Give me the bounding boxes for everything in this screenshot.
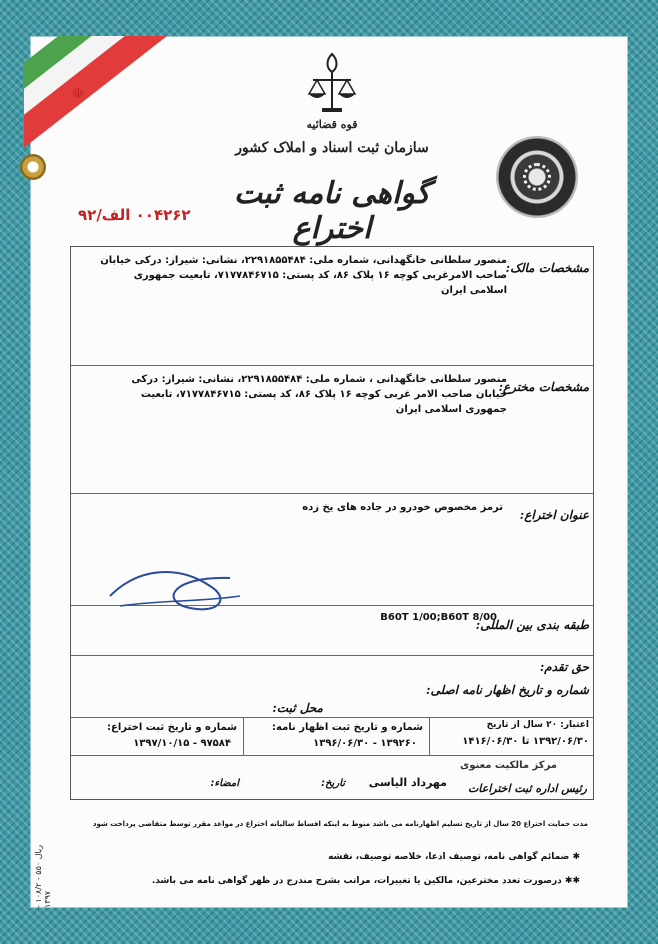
validity-value: ۱۳۹۲/۰۶/۳۰ تا ۱۴۱۶/۰۶/۳۰: [462, 736, 589, 747]
serial-number: ۰۰۴۲۶۲ الف/۹۲: [78, 206, 191, 224]
form-code: ریال ۵۵۰ - ۱۰۸/۲ - ۱۳۹۷: [34, 844, 52, 908]
multiple-inventors-note: ✱✱ درصورت تعدد مخترعین، مالکین یا تغییرات، مراتب بشرح مندرج در ظهر گواهی نامه می باشد.: [151, 876, 580, 886]
grommet-icon: [20, 154, 46, 180]
handwritten-signature: [100, 556, 250, 616]
validity-label: اعتبار: ۲۰ سال از تاریخ: [486, 720, 589, 730]
certificate-sheet: [30, 36, 628, 908]
invention-title-value: ترمز مخصوص خودرو در جاده های یخ زده: [302, 502, 503, 513]
certificate-title: گواهی نامه ثبت اختراع: [233, 176, 431, 246]
priority-row: [71, 655, 593, 680]
original-declaration-row: [71, 679, 593, 717]
priority-label: حق تقدم:: [539, 660, 589, 674]
signatory-row: [71, 755, 593, 800]
classification-label: طبقه بندی بین المللی:: [475, 618, 589, 632]
flag-emblem-icon: ☫: [72, 86, 85, 102]
patent-value: ۹۷۵۸۴ - ۱۳۹۷/۱۰/۱۵: [133, 738, 231, 749]
owner-value: منصور سلطانی خانگهدانی، شماره ملی: ۲۲۹۱۸۵۵۴۸۴، نشانی: شیراز: درکی خیابان صاحب الامرغربی کوچه ۱۶ پلاک ۸۶، کد پستی: ۷۱۷۷۸۴۶۷۱۵، تابعیت جمهوری اسلامی ایران: [100, 255, 507, 296]
signatory-name: مهرداد الیاسی: [368, 776, 447, 789]
invention-title-label: عنوان اختراع:: [519, 508, 589, 522]
declaration-value: ۱۳۹۲۶۰ - ۱۳۹۶/۰۶/۳۰: [313, 738, 417, 749]
owner-label: مشخصات مالک:: [505, 261, 589, 275]
organization-seal-icon: [496, 136, 578, 218]
place-label: محل ثبت:: [272, 701, 323, 715]
certificate-table: [70, 246, 594, 800]
scales-emblem-icon: [307, 48, 357, 118]
inventor-label: مشخصات مخترع:: [498, 380, 589, 394]
attachments-note: ✱ ضمائم گواهی نامه، توصیف ادعا، خلاصه توصیف، نقشه: [328, 852, 580, 862]
protection-note: مدت حمایت اختراع 20 سال از تاریخ تسلیم اظهارنامه می باشد منوط به اینکه اقساط سالیانه اختراع در مواعد مقرر توسط متقاضی پرداخت شود: [92, 820, 588, 828]
patent-label: شماره و تاریخ ثبت اختراع:: [107, 722, 237, 733]
stamp-text: مرکز مالکیت معنوی: [460, 760, 557, 771]
classification-value: B60T 1/00;B60T 8/00: [380, 612, 497, 623]
declaration-label: شماره و تاریخ ثبت اظهار نامه:: [272, 722, 423, 733]
original-declaration-label: شماره و تاریخ اظهار نامه اصلی:: [426, 683, 589, 697]
bullet-icon: ✱✱: [561, 876, 580, 886]
inventor-value: منصور سلطانی خانگهدانی ، شماره ملی: ۲۲۹۱۸۵۵۴۸۴، نشانی: شیراز: درکی خیابان صاحب الامر غربی کوچه ۱۶ پلاک ۸۶، کد پستی: ۷۱۷۷۸۴۶۷۱۵، تابعیت جمهوری اسلامی ایران: [131, 374, 507, 415]
inventor-row: [71, 365, 593, 494]
owner-row: [71, 247, 593, 365]
organization-name: سازمان ثبت اسناد و املاک کشور: [235, 140, 429, 156]
bullet-icon: ✱: [569, 852, 580, 862]
position-title: رئیس اداره ثبت اختراعات: [467, 782, 587, 795]
registration-row: [71, 717, 593, 756]
signature-label: امضاء:: [210, 778, 239, 789]
date-label: تاریخ:: [321, 778, 345, 789]
judiciary-label: قوه قضائیه: [306, 118, 358, 131]
